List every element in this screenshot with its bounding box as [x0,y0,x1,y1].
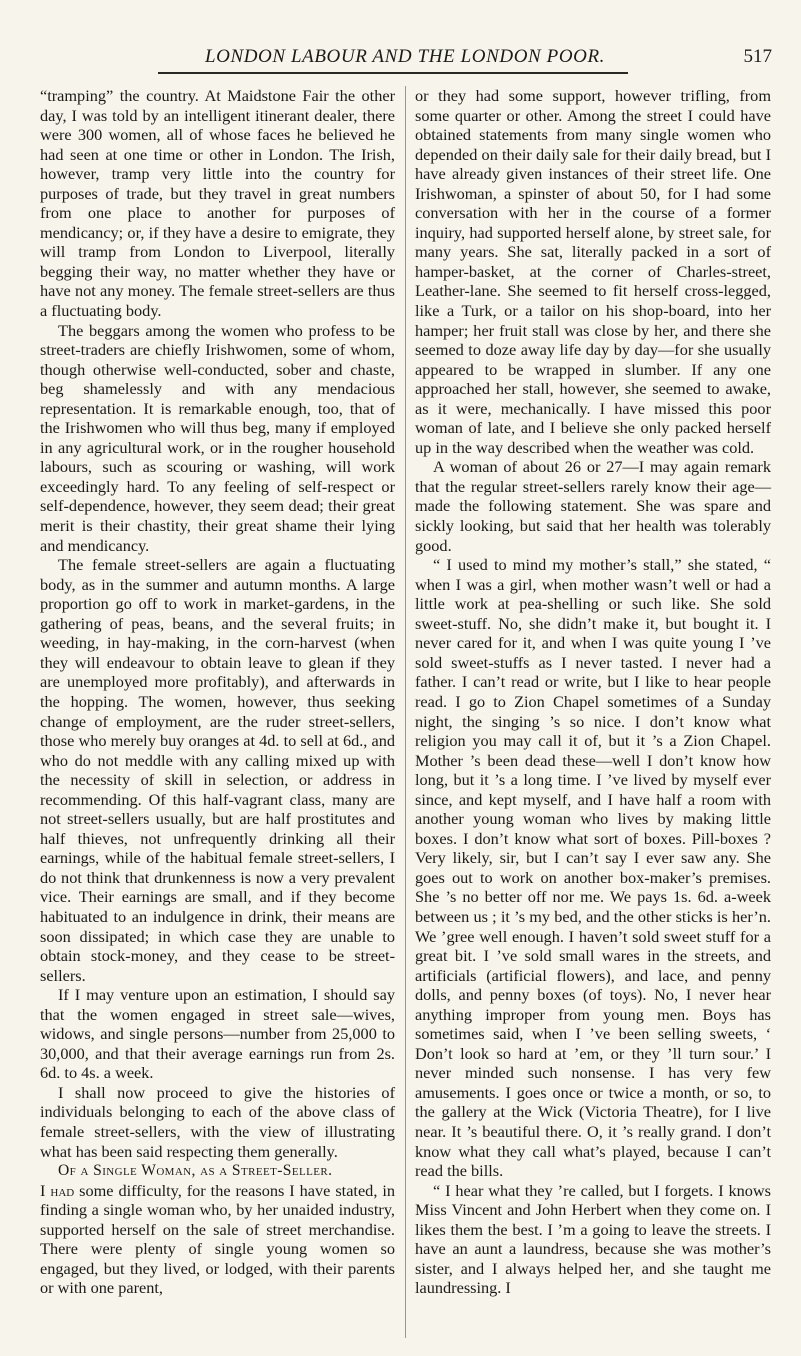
paragraph [40,1181,395,1298]
paragraph-lead: I had [40,1180,75,1200]
paragraph: “ I used to mind my mother’s stall,” she stated, “ when I was a girl, when mother wasn’t well or had a little work at pea-shelling or such like. She sold sweet-stuff. No, she didn’t make it, but bought it. I never cared for it, and when I was quite young I ’ve sold sweet-stuffs as I never tasted. I never had a father. I can’t read or write, but I like to hear people read. I go to Zion Chapel sometimes of a Sunday night, the singing ’s so nice. I don’t know what religion you may call it of, but it ’s a Zion Chapel. Mother ’s been dead these—well I don’t know how long, but it ’s a long time. I ’ve lived by myself ever since, and kept myself, and I have half a room with another young woman who lives by making little boxes. I don’t know what sort of boxes. Pill-boxes ? Very likely, sir, but I can’t say I ever saw any. She goes out to work on another box-maker’s premises. She ’s no better off nor me. We pays 1s. 6d. a-week between us ; it ’s my bed, and the other sticks is her’n. We ’gree well enough. I haven’t sold sweet stuff for a great bit. I ’ve sold small wares in the streets, and artificials (artificial flowers), and lace, and penny dolls, and penny boxes (of toys). No, I never hear anything improper from young men. Boys has sometimes said, when I ’ve been selling sweets, ‘ Don’t look so hard at ’em, or they ’ll turn sour.’ I never minded such nonsense. I has very few amusements. I goes once or twice a month, or so, to the gallery at the Wick (Victoria Theatre), for I live near. It ’s beautiful there. O, it ’s really grand. I don’t know what they call what’s played, because I can’t read the bills. [415,555,771,1181]
paragraph: I shall now proceed to give the histories of individuals belonging to each of the above class of female street-sellers, with the view of illustrating what has been said respecting them generally. [40,1082,395,1161]
paragraph: If I may venture upon an estimation, I should say that the women engaged in street sale—wives, widows, and single persons—number from 25,000 to 30,000, and that their average earnings run from 2s. 6d. to 4s. a week. [40,985,395,1083]
header-rule [158,72,628,74]
page-number: 517 [743,46,772,67]
right-column [415,86,771,1298]
paragraph: A woman of about 26 or 27—I may again remark that the regular street-sellers rarely know their age—made the following statement. She was spare and sickly looking, but said that her health was tolerably good. [415,457,771,555]
paragraph: or they had some support, however trifling, from some quarter or other. Among the street I could have obtained statements from many single women who depended on their daily sale for their daily bread, but I have already given instances of their street life. One Irishwoman, a spinster of about 50, for I had some conversation with her in the course of a former inquiry, had supported herself alone, by street sale, for many years. She sat, literally packed in a sort of hamper-basket, at the corner of Charles-street, Leather-lane. She seemed to fit herself cross-legged, like a Turk, or a tailor on his shop-board, into her hamper; her fruit stall was close by her, and there she seemed to doze away life day by day—for she usually appeared to be wrapped in slumber. If any one approached her stall, however, she seemed to awake, as it were, mechanically. I have missed this poor woman of late, and I believe she only packed herself up in the way described when the weather was cold. [415,86,771,457]
paragraph-text: some difficulty, for the reasons I have stated, in finding a single woman who, by her unaided industry, supported herself on the sale of street merchandise. There were plenty of single young women so engaged, but they lived, or lodged, with their parents or with one parent, [40,1180,396,1298]
running-title: LONDON LABOUR AND THE LONDON POOR. [204,46,606,67]
paragraph: The female street-sellers are again a fluctuating body, as in the summer and autumn months. A large proportion go off to work in market-gardens, in the gathering of peas, beans, and the several fruits; in weeding, in hay-making, in the corn-harvest (when they will endeavour to obtain leave to glean if they are unemployed more profitably), and afterwards in the hopping. The women, however, thus seeking change of employment, are the ruder street-sellers, those who merely buy oranges at 4d. to sell at 6d., and who do not meddle with any calling mixed up with the necessity of skill in selection, or address in recommending. Of this half-vagrant class, many are not street-sellers usually, but are half prostitutes and half thieves, not unfrequently drinking all their earnings, while of the habitual female street-sellers, I do not think that drunkenness is now a very prevalent vice. Their earnings are small, and if they become habituated to an indulgence in drink, their means are soon dissipated; in which case they are unable to obtain stock-money, and they cease to be street-sellers. [40,555,395,985]
paragraph: “tramping” the country. At Maidstone Fair the other day, I was told by an intelligent itinerant dealer, there were 300 women, all of whose faces he believed he had seen at one time or other in London. The Irish, however, tramp very little into the country for purposes of trade, but they travel in great numbers from one place to another for purposes of mendicancy; or, if they have a desire to emigrate, they will tramp from London to Liverpool, literally begging their way, no matter whether they have or have not any money. The female street-sellers are thus a fluctuating body. [40,86,395,321]
column-divider [405,86,406,1338]
left-column [40,86,395,1298]
section-heading: Of a Single Woman, as a Street-Seller. [58,1162,333,1180]
paragraph: The beggars among the women who profess to be street-traders are chiefly Irishwomen, some of whom, though otherwise well-conducted, sober and chaste, beg shamelessly and with any mendacious representation. It is remarkable enough, too, that of the Irishwomen who will thus beg, many if employed in any agricultural work, or in the rougher household labours, such as scouring or washing, will work exceedingly hard. To any feeling of self-respect or self-dependence, however, they seem dead; their great merit is their chastity, their great shame their lying and mendicancy. [40,320,395,555]
paragraph: “ I hear what they ’re called, but I forgets. I knows Miss Vincent and John Herbert when they come on. I likes them the best. I ’m a going to leave the streets. I have an aunt a laundress, because she was mother’s sister, and I always helped her, and she taught me laundressing. I [415,1180,771,1298]
